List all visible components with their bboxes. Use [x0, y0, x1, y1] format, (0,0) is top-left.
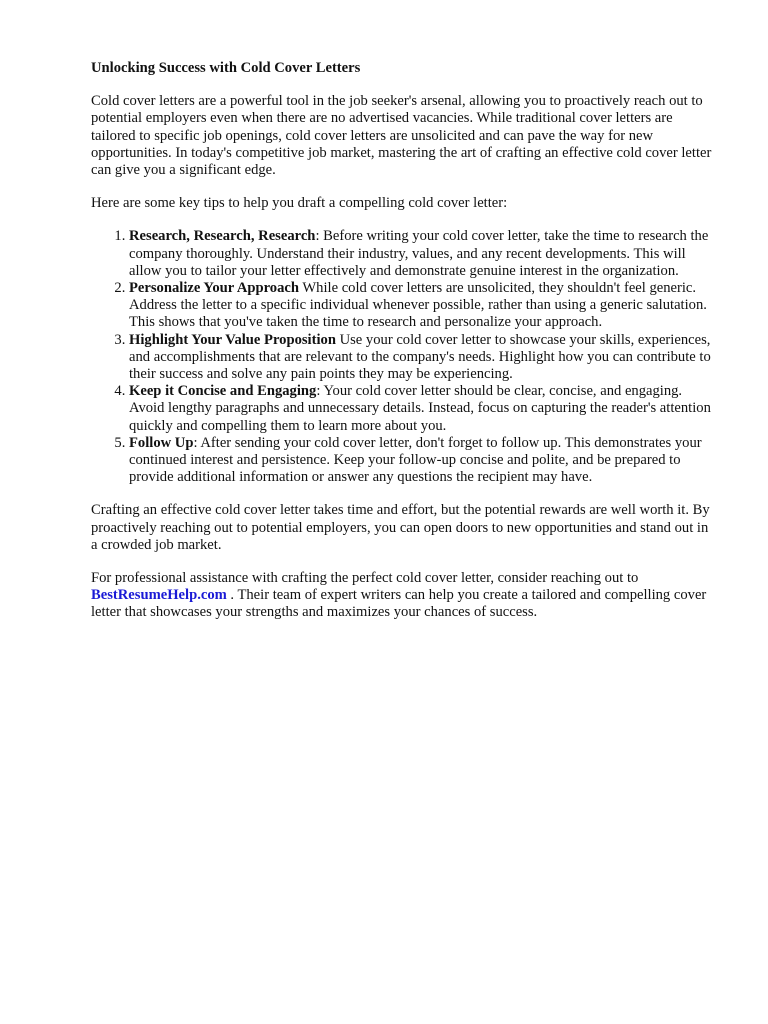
tips-intro-paragraph: Here are some key tips to help you draft a compelling cold cover letter: [91, 195, 508, 212]
tip-item [129, 383, 716, 435]
tip-item [129, 435, 716, 487]
tip-heading: Keep it Concise and Engaging [129, 383, 317, 400]
tip-item [129, 332, 716, 384]
tip-body: : After sending your cold cover letter, don't forget to follow up. This demonstrates your continued interest and persistence. Keep your follow-up concise and polite, and be prepared to provide additional information or answer any questions the recipient may have. [129, 434, 702, 486]
tip-heading: Highlight Your Value Proposition [129, 331, 336, 348]
cta-paragraph [91, 570, 716, 622]
tip-body: : Before writing your cold cover letter, take the time to research the company thoroughly. Understand their industry, values, and any recent developments. This will allow you to tailor your letter effectively and demonstrate genuine interest in the organization. [129, 228, 709, 279]
tips-list [91, 228, 716, 486]
tip-body: : Your cold cover letter should be clear, concise, and engaging. Avoid lengthy paragraphs and unnecessary details. Instead, focus on capturing the reader's attention quickly and compelling them to learn more about you. [129, 383, 711, 434]
tip-heading: Follow Up [129, 434, 194, 451]
tip-item [129, 228, 716, 280]
tip-heading: Personalize Your Approach [129, 280, 299, 297]
tip-body: While cold cover letters are unsolicited, they shouldn't feel generic. Address the letter to a specific individual whenever possible, rather than using a generic salutation. This shows that you've taken the time to research and personalize your approach. [129, 280, 707, 331]
tip-item [129, 280, 716, 332]
cta-text-after: . Their team of expert writers can help you create a tailored and compelling cover letter that showcases your strengths and maximizes your chances of success. [91, 587, 707, 621]
document-page [91, 60, 716, 638]
conclusion-paragraph: Crafting an effective cold cover letter takes time and effort, but the potential rewards are well worth it. By proactively reaching out to potential employers, you can open doors to new opportunities and stand out in a crowded job market. [91, 502, 710, 553]
bestresumehelp-link[interactable]: BestResumeHelp.com [91, 587, 227, 604]
intro-paragraph: Cold cover letters are a powerful tool in the job seeker's arsenal, allowing you to proactively reach out to potential employers even when there are no advertised vacancies. While traditional cover letters are tailored to specific job openings, cold cover letters are unsolicited and can pave the way for new opportunities. In today's competitive job market, mastering the art of crafting an effective cold cover letter can give you a significant edge. [91, 93, 712, 179]
tip-body: Use your cold cover letter to showcase your skills, experiences, and accomplishments that are relevant to the company's needs. Highlight how you can contribute to their success and solve any pain points they may be experiencing. [129, 331, 711, 383]
tip-heading: Research, Research, Research [129, 228, 316, 245]
cta-text-before: For professional assistance with crafting the perfect cold cover letter, consider reaching out to [91, 570, 639, 587]
document-title: Unlocking Success with Cold Cover Letters [91, 60, 361, 76]
